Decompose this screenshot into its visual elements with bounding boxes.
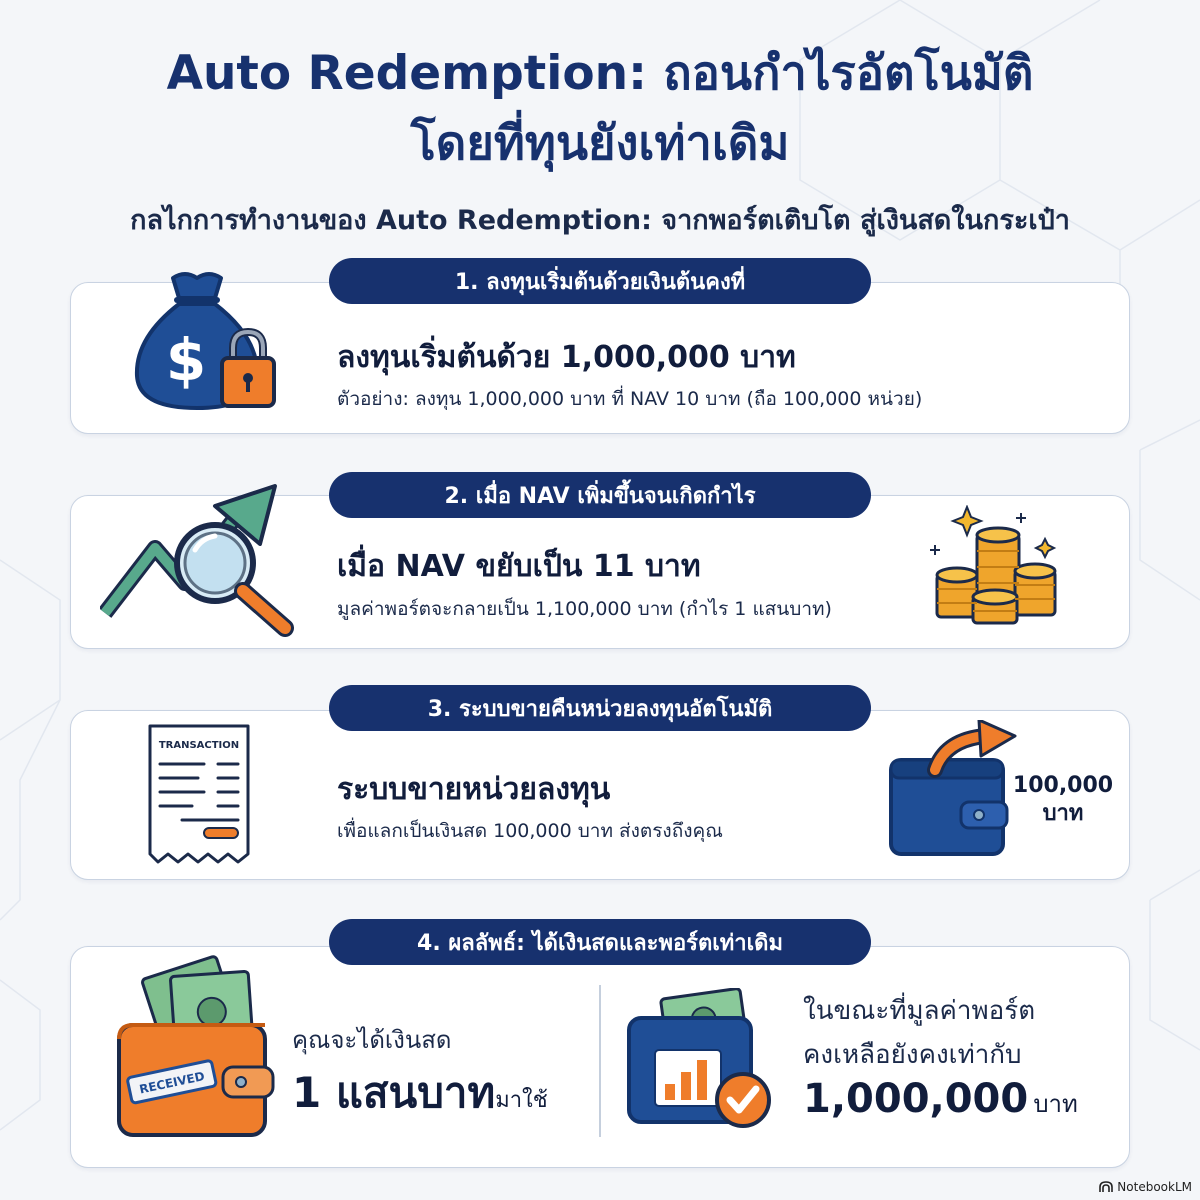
page-title-line1: Auto Redemption: ถอนกำไรอัตโนมัติ: [166, 46, 1034, 101]
result-right-amount: [803, 1076, 1078, 1123]
page-title-line2: โดยที่ทุนยังเท่าเดิม: [410, 116, 790, 171]
result-left-big: 1 แสนบาท: [292, 1068, 496, 1117]
result-label: 4. ผลลัพธ์: ได้เงินสดและพอร์ตเท่าเดิม: [329, 919, 871, 965]
wallet-cash-received-icon: [115, 955, 275, 1140]
wallet-arrow-icon: [885, 720, 1020, 860]
notebooklm-logo-icon: [1099, 1181, 1113, 1193]
money-bag-lock-icon: [125, 268, 285, 418]
step-3-description: เพื่อแลกเป็นเงินสด 100,000 บาท ส่งตรงถึงคุณ: [337, 820, 723, 842]
step-3-heading: ระบบขายหน่วยลงทุน: [337, 772, 611, 807]
receipt-title: TRANSACTION: [158, 740, 240, 751]
result-left-amount: [292, 1060, 548, 1126]
received-stamp: RECEIVED: [138, 1069, 206, 1097]
result-right-line2: คงเหลือยังคงเท่ากับ: [803, 1040, 1022, 1070]
step-1-heading: ลงทุนเริ่มต้นด้วย 1,000,000 บาท: [337, 340, 796, 375]
result-divider: [599, 985, 601, 1137]
step-2-description: มูลค่าพอร์ตจะกลายเป็น 1,100,000 บาท (กำไร 1 แสนบาท): [337, 598, 832, 620]
step-3-amount: [1008, 772, 1118, 828]
page-subtitle: กลไกการทำงานของ Auto Redemption: จากพอร์ตเติบโต สู่เงินสดในกระเป๋า: [130, 205, 1070, 236]
result-right-big: 1,000,000: [803, 1076, 1029, 1122]
coins-stack-icon: [925, 505, 1065, 630]
svg-text:$: $: [165, 326, 207, 394]
result-right-unit: บาท: [1033, 1090, 1078, 1118]
step-1-description: ตัวอย่าง: ลงทุน 1,000,000 บาท ที่ NAV 10 บาท (ถือ 100,000 หน่วย): [337, 388, 923, 410]
step-label-3: 3. ระบบขายคืนหน่วยลงทุนอัตโนมัติ: [329, 685, 871, 731]
brand-name: NotebookLM: [1117, 1180, 1192, 1194]
transaction-receipt-icon: [142, 722, 257, 867]
step-3-amount-unit: บาท: [1042, 801, 1084, 826]
step-3-amount-value: 100,000: [1012, 773, 1114, 798]
result-left-tail: มาใช้: [495, 1088, 548, 1113]
trend-magnifier-icon: [100, 478, 305, 643]
step-label-2: 2. เมื่อ NAV เพิ่มขึ้นจนเกิดกำไร: [329, 472, 871, 518]
wallet-chart-check-icon: [625, 988, 775, 1133]
step-label-1: 1. ลงทุนเริ่มต้นด้วยเงินต้นคงที่: [329, 258, 871, 304]
result-right-line1: ในขณะที่มูลค่าพอร์ต: [803, 996, 1036, 1026]
brand-watermark: [1099, 1180, 1192, 1194]
step-2-heading: เมื่อ NAV ขยับเป็น 11 บาท: [337, 549, 701, 584]
result-left-caption: คุณจะได้เงินสด: [292, 1026, 452, 1054]
